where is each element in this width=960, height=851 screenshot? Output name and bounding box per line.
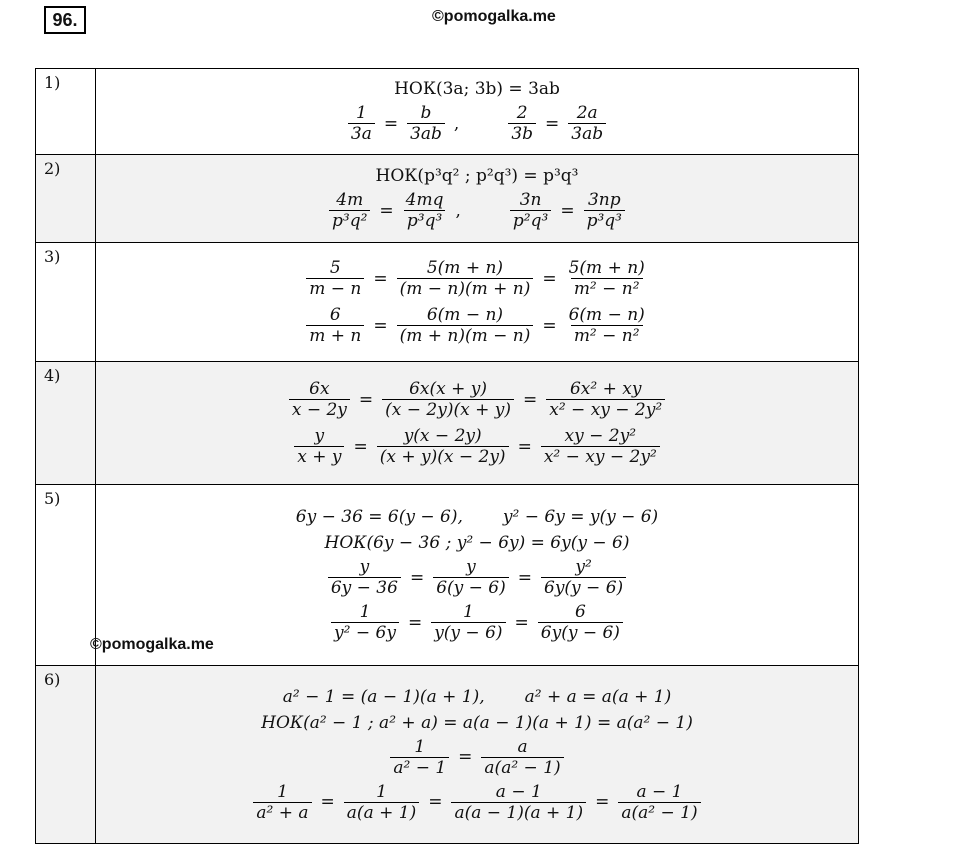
task-number: 96. <box>44 6 86 34</box>
factor-line: 6y − 36 = 6(y − 6), y² − 6y = y(y − 6) <box>295 507 659 527</box>
equation-line: $\frac{4m}{\text{p³q²}}$ = $\frac{4mq}{\text{p³q³}}$ , $\frac{3n}{\text{p²q³}}$ = $\frac{3np}{\text{p³q³}}$ <box>96 190 858 231</box>
row-body <box>96 69 859 155</box>
equation-line: $\frac{y}{x + y}$ = $\frac{y(x - 2y)}{(x + y)(x - 2y)}$ = $\frac{\text{xy − 2y²}}{\text{x² − xy − 2y²}}$ <box>96 426 858 467</box>
watermark-mid: ©pomogalka.me <box>90 636 214 653</box>
fraction: $\frac{4mq}{\text{p³q³}}$ <box>405 190 444 231</box>
row-number: 6) <box>36 666 96 844</box>
row-number: 2) <box>36 155 96 243</box>
row-number: 1) <box>36 69 96 155</box>
equation-line: $\frac{1}{\text{a² + a}}$ = $\frac{1}{a(a + 1)}$ = $\frac{a - 1}{a(a - 1)(a + 1)}$ = $\frac{a - 1}{\text{a(a² − 1)}}$ <box>96 782 858 823</box>
lcm-line: НОК(p³q² ; p²q³) = p³q³ <box>375 166 579 186</box>
equation-line: $\frac{y}{6y - 36}$ = $\frac{y}{6(y - 6)}$ = $\frac{\text{y²}}{6y(y - 6)}$ <box>96 557 858 598</box>
fraction: $\frac{3n}{\text{p²q³}}$ <box>510 190 551 231</box>
row-4 <box>36 362 859 485</box>
row-1 <box>36 69 859 155</box>
row-3 <box>36 243 859 362</box>
equation-line: $\frac{6}{m + n}$ = $\frac{6(m - n)}{(m + n)(m - n)}$ = $\frac{6(m - n)}{\text{m² − n²}}$ <box>96 305 858 346</box>
row-number: 5) <box>36 485 96 666</box>
row-2 <box>36 155 859 243</box>
equation-line: $\frac{6x}{x - 2y}$ = $\frac{6x(x + y)}{(x - 2y)(x + y)}$ = $\frac{\text{6x² + xy}}{\text{x² − xy − 2y²}}$ <box>96 379 858 420</box>
factor-line: a² − 1 = (a − 1)(a + 1), a² + a = a(a + 1) <box>282 686 672 707</box>
row-body <box>96 362 859 485</box>
solution-table <box>35 68 859 844</box>
equation-line: $\frac{5}{m - n}$ = $\frac{5(m + n)}{(m - n)(m + n)}$ = $\frac{5(m + n)}{\text{m² − n²}}$ <box>96 258 858 299</box>
row-body <box>96 666 859 844</box>
row-number: 4) <box>36 362 96 485</box>
watermark-top: ©pomogalka.me <box>432 8 556 25</box>
fraction: $\frac{4m}{\text{p³q²}}$ <box>329 190 370 231</box>
row-body <box>96 243 859 362</box>
fraction: $\frac{2a}{3ab}$ <box>568 103 606 144</box>
row-body <box>96 155 859 243</box>
equation-line: $\frac{1}{\text{a² − 1}}$ = $\frac{a}{\text{a(a² − 1)}}$ <box>96 737 858 778</box>
fraction: $\frac{3np}{\text{p³q³}}$ <box>584 190 625 231</box>
lcm-line: НОК(a² − 1 ; a² + a) = a(a − 1)(a + 1) = a(a² − 1) <box>261 712 693 733</box>
fraction: $\frac{2}{3b}$ <box>508 103 536 144</box>
row-number: 3) <box>36 243 96 362</box>
equation-line: $\frac{1}{3a}$ = $\frac{b}{3ab}$ , $\frac{2}{3b}$ = $\frac{2a}{3ab}$ <box>96 103 858 144</box>
lcm-line: НОК(6y − 36 ; y² − 6y) = 6y(y − 6) <box>324 533 630 553</box>
fraction: $\frac{b}{3ab}$ <box>407 103 445 144</box>
equation-line: $\frac{1}{\text{y² − 6y}}$ = $\frac{1}{y(y - 6)}$ = $\frac{6}{6y(y - 6)}$ <box>96 602 858 643</box>
fraction: $\frac{1}{3a}$ <box>348 103 375 144</box>
row-6 <box>36 666 859 844</box>
lcm-line: НОК(3a; 3b) = 3ab <box>394 79 560 99</box>
